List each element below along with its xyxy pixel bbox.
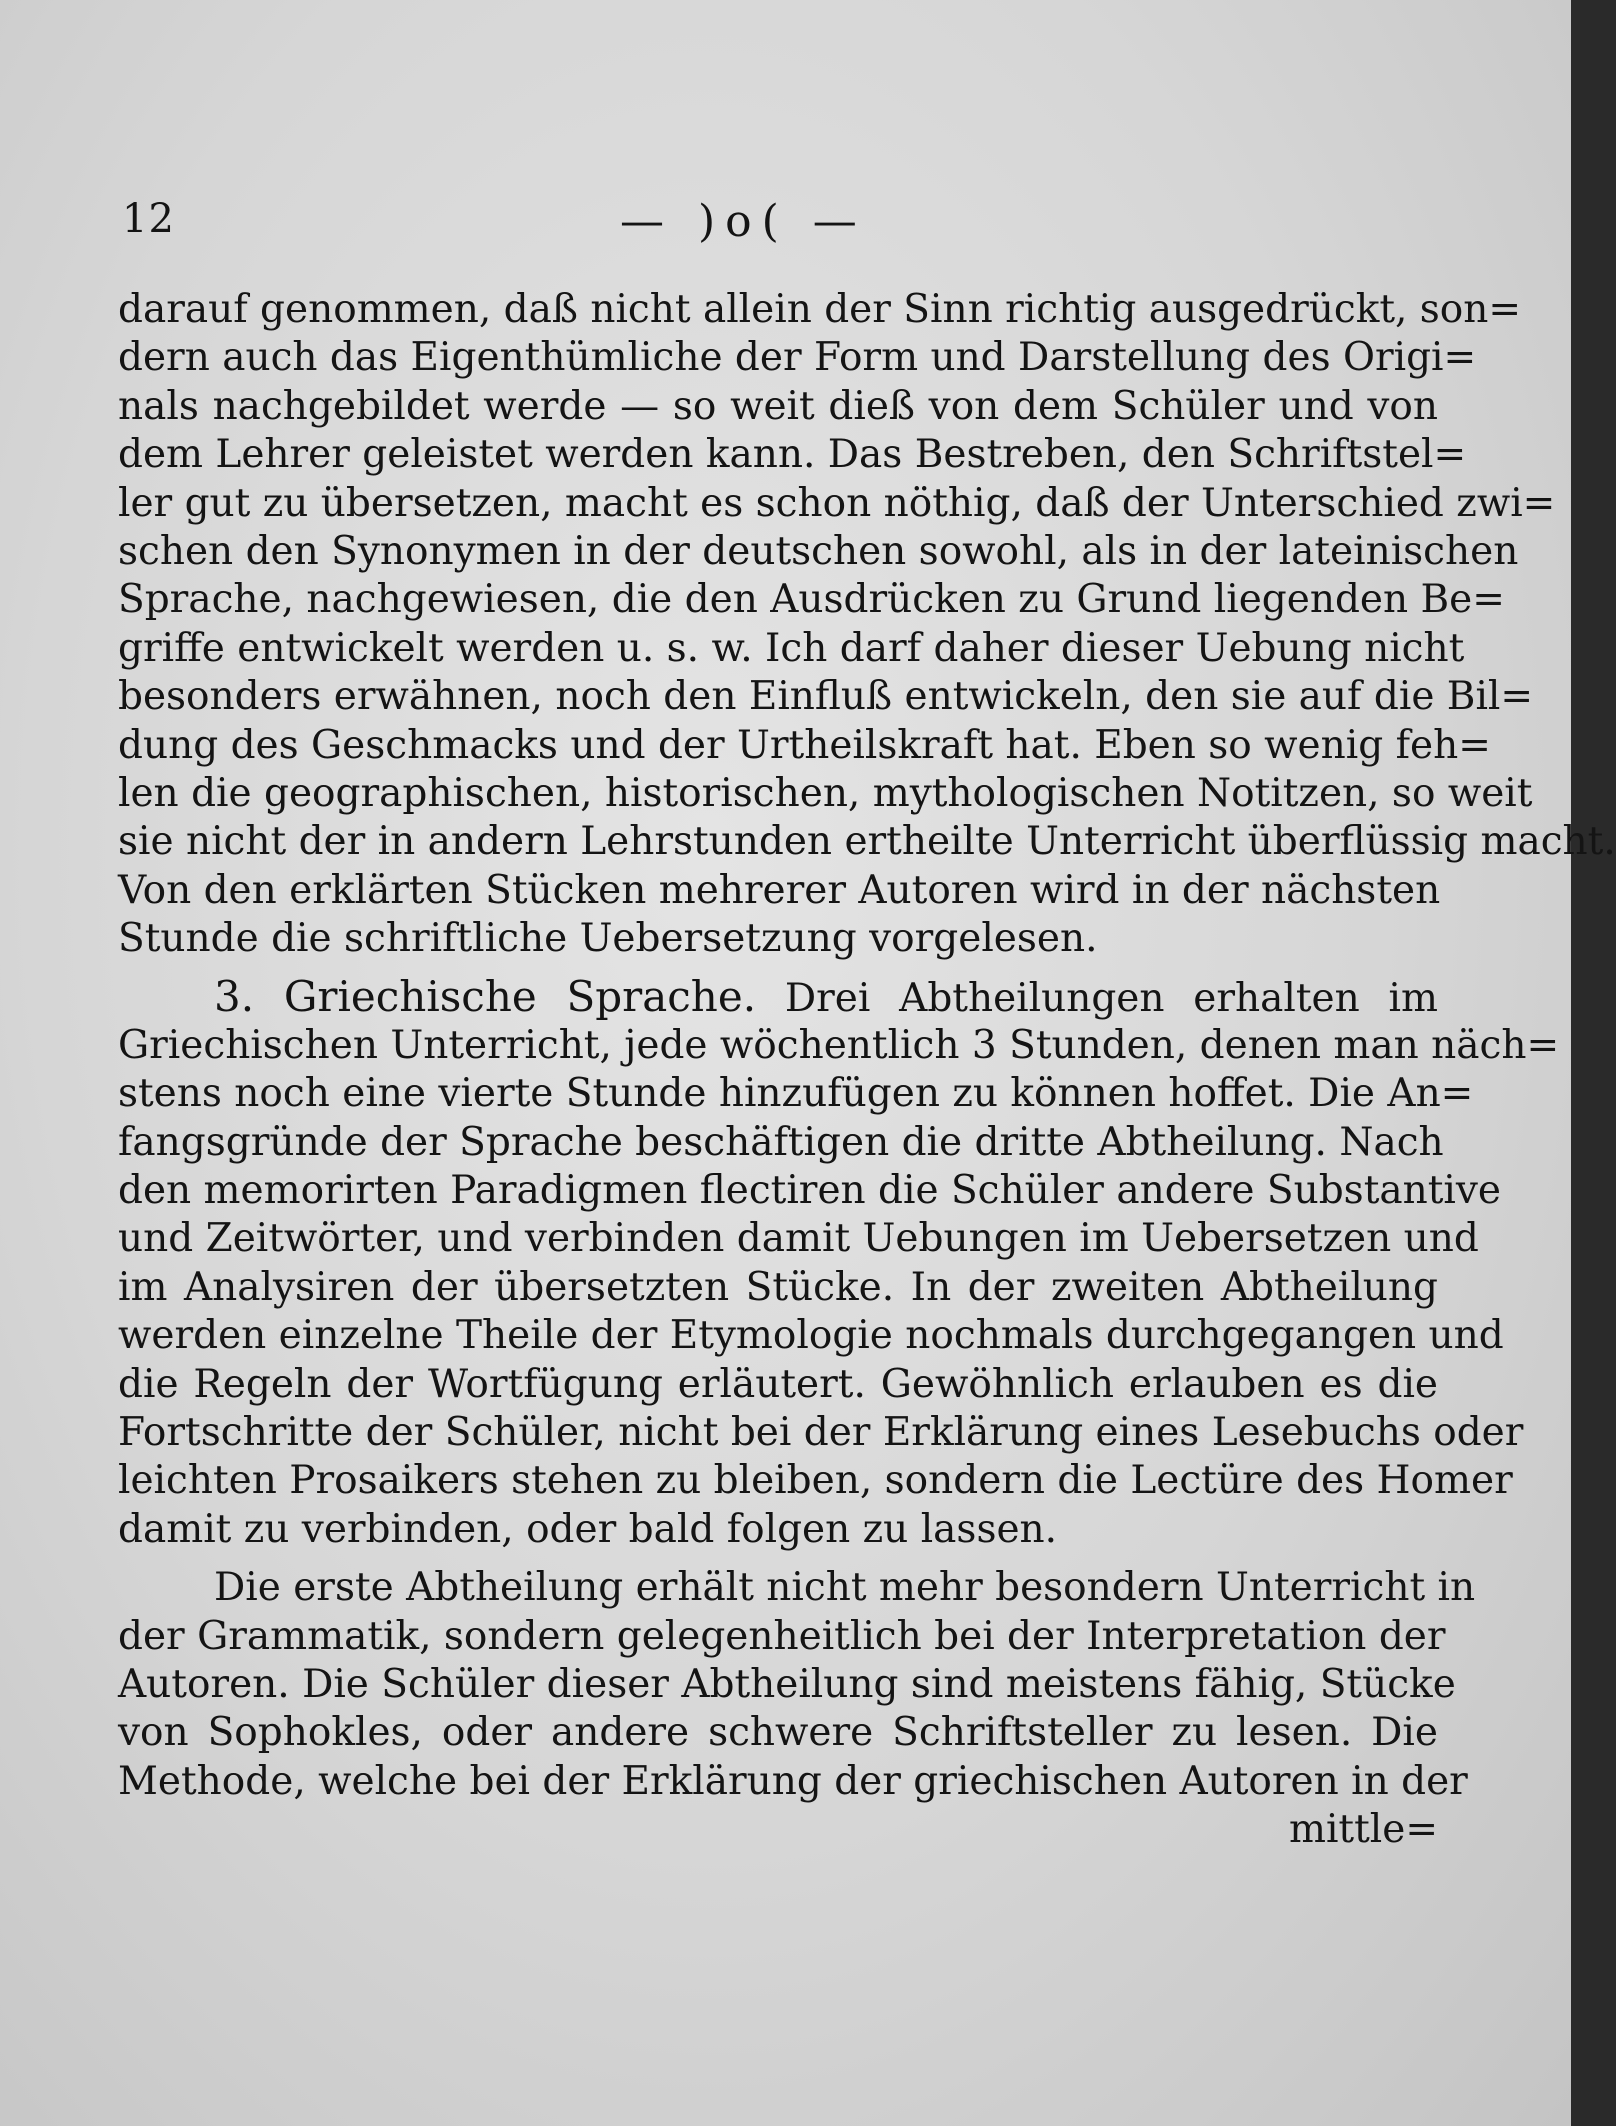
paragraph-greek-language <box>118 972 1560 1554</box>
text-line: darauf genommen, daß nicht allein der Sinn richtig ausgedrückt, son= <box>118 287 1522 332</box>
text-line: stens noch eine vierte Stunde hinzufügen zu können hoffet. Die An= <box>118 1071 1474 1117</box>
text-line: werden einzelne Theile der Etymologie nochmals durchgegangen und <box>118 1313 1504 1359</box>
text-line: ler gut zu übersetzen, macht es schon nöthig, daß der Unterschied zwi= <box>118 480 1556 526</box>
text-line: Sprache, nachgewiesen, die den Ausdrücken zu Grund liegenden Be= <box>118 577 1505 623</box>
text-line: leichten Prosaikers stehen zu bleiben, sondern die Lectüre des Homer <box>118 1458 1513 1504</box>
text-line: und Zeitwörter, und verbinden damit Uebungen im Uebersetzen und <box>118 1216 1479 1262</box>
text-line: fangsgründe der Sprache beschäftigen die dritte Abtheilung. Nach <box>118 1119 1444 1165</box>
text-line: dem Lehrer geleistet werden kann. Das Bestreben, den Schriftstel= <box>118 432 1467 478</box>
text-line: Autoren. Die Schüler dieser Abtheilung sind meistens fähig, Stücke <box>118 1661 1456 1707</box>
text-line: damit zu verbinden, oder bald folgen zu lassen. <box>118 1506 1058 1552</box>
text-line: Fortschritte der Schüler, nicht bei der Erklärung eines Lesebuchs oder <box>118 1409 1524 1455</box>
text-line: dern auch das Eigenthümliche der Form und Darstellung des Origi= <box>118 335 1477 381</box>
text-line: besonders erwähnen, noch den Einfluß entwickeln, den sie auf die Bil= <box>118 674 1534 720</box>
catchword: mittle= <box>1288 1807 1438 1853</box>
text-run: Drei Abtheilungen erhalten im <box>784 976 1438 1022</box>
text-line: schen den Synonymen in der deutschen sowohl, als in der lateinischen <box>118 528 1519 574</box>
text-line: Methode, welche bei der Erklärung der griechischen Autoren in der <box>118 1758 1468 1804</box>
text-line: dung des Geschmacks und der Urtheilskraft hat. Eben so wenig feh= <box>118 722 1491 768</box>
text-line: die Regeln der Wortfügung erläutert. Gewöhnlich erlauben es die <box>118 1361 1438 1407</box>
text-line: nals nachgebildet werde — so weit dieß von dem Schüler und von <box>118 383 1438 429</box>
running-head-ornament: — )o( — <box>620 196 867 247</box>
page-number: 12 <box>122 196 175 242</box>
body-text <box>118 286 1616 1855</box>
text-line: Stunde die schriftliche Uebersetzung vorgelesen. <box>118 916 1098 962</box>
text-line: von Sophokles, oder andere schwere Schriftsteller zu lesen. Die <box>118 1710 1438 1756</box>
text-line: der Grammatik, sondern gelegenheitlich bei der Interpretation der <box>118 1613 1446 1659</box>
text-line: Die erste Abtheilung erhält nicht mehr besondern Unterricht in <box>214 1565 1476 1611</box>
paragraph-first-division <box>118 1564 1476 1854</box>
paragraph-spacer <box>118 1554 1438 1564</box>
text-line: Von den erklärten Stücken mehrerer Autoren wird in der nächsten <box>118 867 1441 913</box>
text-line: sie nicht der in andern Lehrstunden ertheilte Unterricht überflüssig macht. <box>118 819 1616 865</box>
text-line: im Analysiren der übersetzten Stücke. In der zweiten Abtheilung <box>118 1264 1438 1310</box>
paragraph-translation-method <box>118 286 1616 963</box>
section-heading: 3. Griechische Sprache. <box>214 972 757 1022</box>
section-heading-line <box>118 973 1438 1021</box>
text-line: len die geographischen, historischen, mythologischen Notitzen, so weit <box>118 770 1533 816</box>
text-line: Griechischen Unterricht, jede wöchentlich 3 Stunden, denen man näch= <box>118 1022 1560 1068</box>
text-line: griffe entwickelt werden u. s. w. Ich darf daher dieser Uebung nicht <box>118 625 1465 671</box>
text-line: den memorirten Paradigmen flectiren die Schüler andere Substantive <box>118 1168 1501 1214</box>
